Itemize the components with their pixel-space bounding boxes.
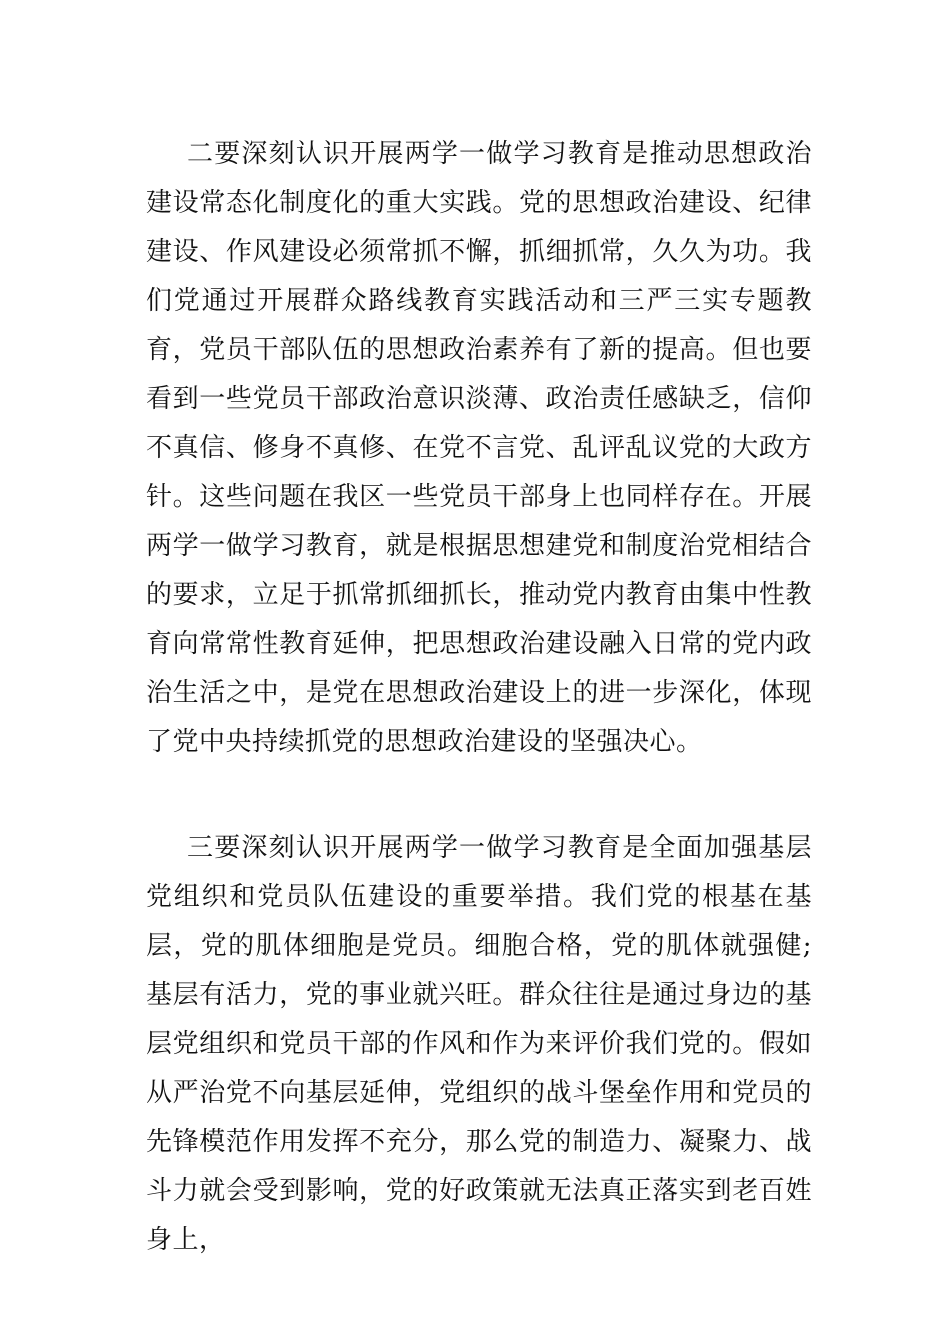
paragraph-three: 三要深刻认识开展两学一做学习教育是全面加强基层党组织和党员队伍建设的重要举措。我们党的根基在基层，党的肌体细胞是党员。细胞合格，党的肌体就强健;基层有活力，党的事业就兴旺。群众往往是通过身边的基层党组织和党员干部的作风和作为来评价我们党的。假如从严治党不向基层延伸，党组织的战斗堡垒作用和党员的先锋模范作用发挥不充分，那么党的制造力、凝聚力、战斗力就会受到影响，党的好政策就无法真正落实到老百姓身上， xyxy=(146,833,812,1255)
paragraph-two: 二要深刻认识开展两学一做学习教育是推动思想政治建设常态化制度化的重大实践。党的思想政治建设、纪律建设、作风建设必须常抓不懈，抓细抓常，久久为功。我们党通过开展群众路线教育实践活动和三严三实专题教育，党员干部队伍的思想政治素养有了新的提高。但也要看到一些党员干部政治意识淡薄、政治责任感缺乏，信仰不真信、修身不真修、在党不言党、乱评乱议党的大政方针。这些问题在我区一些党员干部身上也同样存在。开展两学一做学习教育，就是根据思想建党和制度治党相结合的要求，立足于抓常抓细抓长，推动党内教育由集中性教育向常常性教育延伸，把思想政治建设融入日常的党内政治生活之中，是党在思想政治建设上的进一步深化，体现了党中央持续抓党的思想政治建设的坚强决心。 xyxy=(146,139,812,757)
